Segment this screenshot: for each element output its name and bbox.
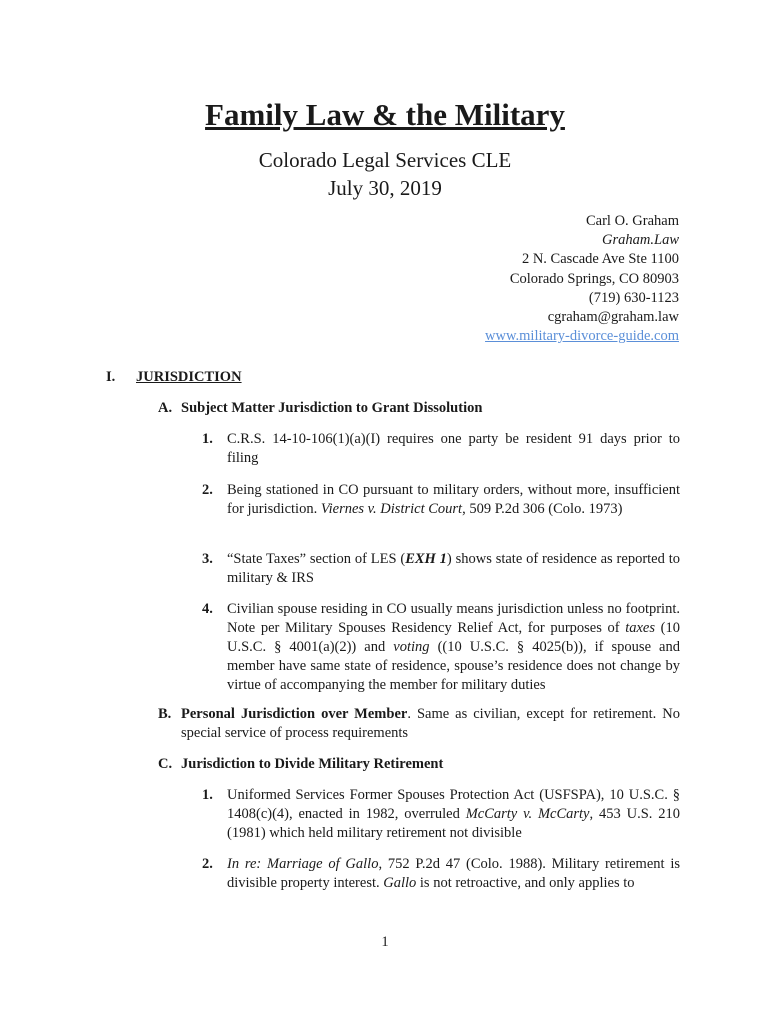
list-item: 2. In re: Marriage of Gallo, 752 P.2d 47 (Colo. 1988). Military retirement is divisible property interest. Gallo is not retroactive, and only applies to <box>202 856 680 891</box>
subsection-c-title: Jurisdiction to Divide Military Retirement <box>181 756 444 772</box>
author-phone: (719) 630-1123 <box>588 289 679 306</box>
subsection-b-text: . Same as civilian, except for retirement. No special service of process requirements <box>181 706 680 741</box>
page-number: 1 <box>381 934 389 950</box>
subsection-a-title: Subject Matter Jurisdiction to Grant Dissolution <box>181 400 483 416</box>
subsection-a-heading <box>158 399 482 418</box>
author-firm: Graham.Law <box>602 232 679 249</box>
subsection-b <box>158 705 680 743</box>
subsection-b-letter: B. <box>158 706 172 722</box>
list-item: 1. Uniformed Services Former Spouses Protection Act (USFSPA), 10 U.S.C. § 1408(c)(4), enacted in 1982, overruled McCarty v. McCarty, 453 U.S. 210 (1981) which held military retirement not divisible <box>202 787 681 841</box>
section-number: I. <box>106 369 116 385</box>
subsection-c-letter: C. <box>158 756 173 772</box>
list-item: 4. Civilian spouse residing in CO usually means jurisdiction unless no footprint. Note per Military Spouses Residency Relief Act, for purposes of taxes (10 U.S.C. § 4001(a)(2)) and voting ((10 U.S.C. § 4025(b)), if spouse and member have same state of residence, spouse’s residence does not change by virtue of accompanying the member for military duties <box>202 601 680 693</box>
subsection-b-title: Personal Jurisdiction over Member <box>181 706 408 722</box>
list-item: 2. Being stationed in CO pursuant to military orders, without more, insufficient for jurisdiction. Viernes v. District Court, 509 P.2d 306 (Colo. 1973) <box>202 482 680 517</box>
section-heading <box>106 368 242 387</box>
document-subtitle-date: July 30, 2019 <box>328 176 442 200</box>
subsection-c-heading <box>158 755 443 774</box>
section-title: JURISDICTION <box>136 369 242 385</box>
author-city: Colorado Springs, CO 80903 <box>509 270 679 287</box>
list-item: 1. C.R.S. 14-10-106(1)(a)(I) requires one party be resident 91 days prior to filing <box>202 431 680 466</box>
author-name: Carl O. Graham <box>585 213 679 229</box>
author-website-link[interactable]: www.military-divorce-guide.com <box>485 328 679 345</box>
document-title: Family Law & the Military <box>205 97 565 132</box>
author-email: cgraham@graham.law <box>547 309 679 326</box>
document-subtitle-event: Colorado Legal Services CLE <box>258 148 512 172</box>
author-contact-block <box>485 212 679 346</box>
author-street: 2 N. Cascade Ave Ste 1100 <box>521 251 679 268</box>
list-item: 3. “State Taxes” section of LES (EXH 1) shows state of residence as reported to military & IRS <box>202 551 680 586</box>
subsection-a-letter: A. <box>158 400 173 416</box>
